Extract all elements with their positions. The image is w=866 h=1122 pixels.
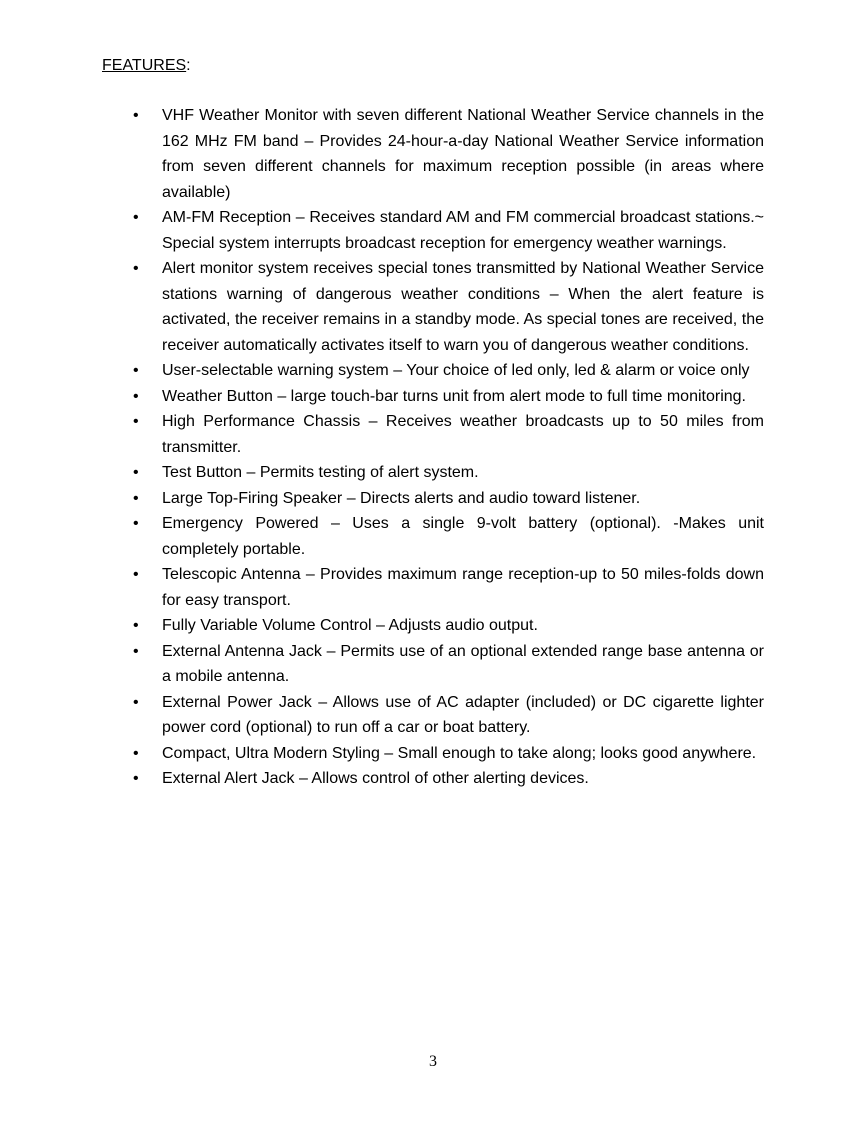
bullet-icon: • [133,260,139,277]
bullet-icon: • [133,209,139,226]
feature-item-alert-monitor-system [0,256,764,358]
feature-item-weather-button [0,384,764,410]
feature-item-external-alert-jack [0,766,764,792]
feature-text: Alert monitor system receives special tones transmitted by National Weather Service stations warning of dangerous weather conditions – When the alert feature is activated, the receiver remains in a standby mode. As special tones are received, the receiver automatically activates itself to warn you of dangerous weather conditions. [162,260,764,354]
feature-item-volume-control [0,613,764,639]
bullet-icon: • [133,617,139,634]
feature-text: AM-FM Reception – Receives standard AM and FM commercial broadcast stations.~ Special system interrupts broadcast reception for emergency weather warnings. [162,209,764,252]
feature-item-emergency-powered [0,511,764,562]
feature-text: Compact, Ultra Modern Styling – Small enough to take along; looks good anywhere. [162,744,757,762]
bullet-icon: • [133,413,139,430]
bullet-icon: • [133,362,139,379]
feature-item-vhf-weather-monitor [0,103,764,205]
feature-item-am-fm-reception [0,205,764,256]
bullet-icon: • [133,693,139,711]
bullet-icon: • [133,642,139,660]
bullet-icon: • [133,107,139,124]
features-heading-text: FEATURES [102,57,187,74]
feature-text: Fully Variable Volume Control – Adjusts audio output. [162,617,538,634]
feature-text: Large Top-Firing Speaker – Directs alerts and audio toward listener. [162,489,641,507]
feature-item-compact-styling [0,741,764,767]
feature-text: External Antenna Jack – Permits use of an optional extended range base antenna or a mobile antenna. [162,642,764,685]
page-number: 3 [429,1053,437,1070]
feature-item-telescopic-antenna [0,562,764,613]
feature-text: External Alert Jack – Allows control of other alerting devices. [162,770,589,787]
bullet-icon: • [133,515,139,532]
feature-text: External Power Jack – Allows use of AC adapter (included) or DC cigarette lighter power cord (optional) to run off a car or boat battery. [162,693,764,736]
bullet-icon: • [133,744,139,762]
features-heading [102,55,191,77]
feature-list [0,103,866,792]
bullet-icon: • [133,566,139,583]
feature-text: Weather Button – large touch-bar turns unit from alert mode to full time monitoring. [162,387,746,405]
feature-text: Emergency Powered – Uses a single 9-volt battery (optional). -Makes unit completely portable. [162,515,764,558]
bullet-icon: • [133,464,139,481]
feature-text: VHF Weather Monitor with seven different National Weather Service channels in the 162 MHz FM band – Provides 24-hour-a-day National Weather Service information from seven different channels for maximum reception possible (in areas where available) [162,107,764,201]
bullet-icon: • [133,770,139,787]
feature-item-external-antenna-jack [0,639,764,690]
feature-item-external-power-jack [0,690,764,741]
feature-item-speaker [0,486,764,512]
feature-item-performance-chassis [0,409,764,460]
bullet-icon: • [133,387,139,405]
feature-text: High Performance Chassis – Receives weather broadcasts up to 50 miles from transmitter. [162,413,764,456]
features-heading-colon: : [186,57,191,74]
feature-text: Test Button – Permits testing of alert system. [162,464,479,481]
bullet-icon: • [133,489,139,507]
feature-item-test-button [0,460,764,486]
feature-text: Telescopic Antenna – Provides maximum range reception-up to 50 miles-folds down for easy transport. [162,566,764,609]
feature-item-warning-system [0,358,764,384]
feature-text: User-selectable warning system – Your choice of led only, led & alarm or voice only [162,362,750,379]
